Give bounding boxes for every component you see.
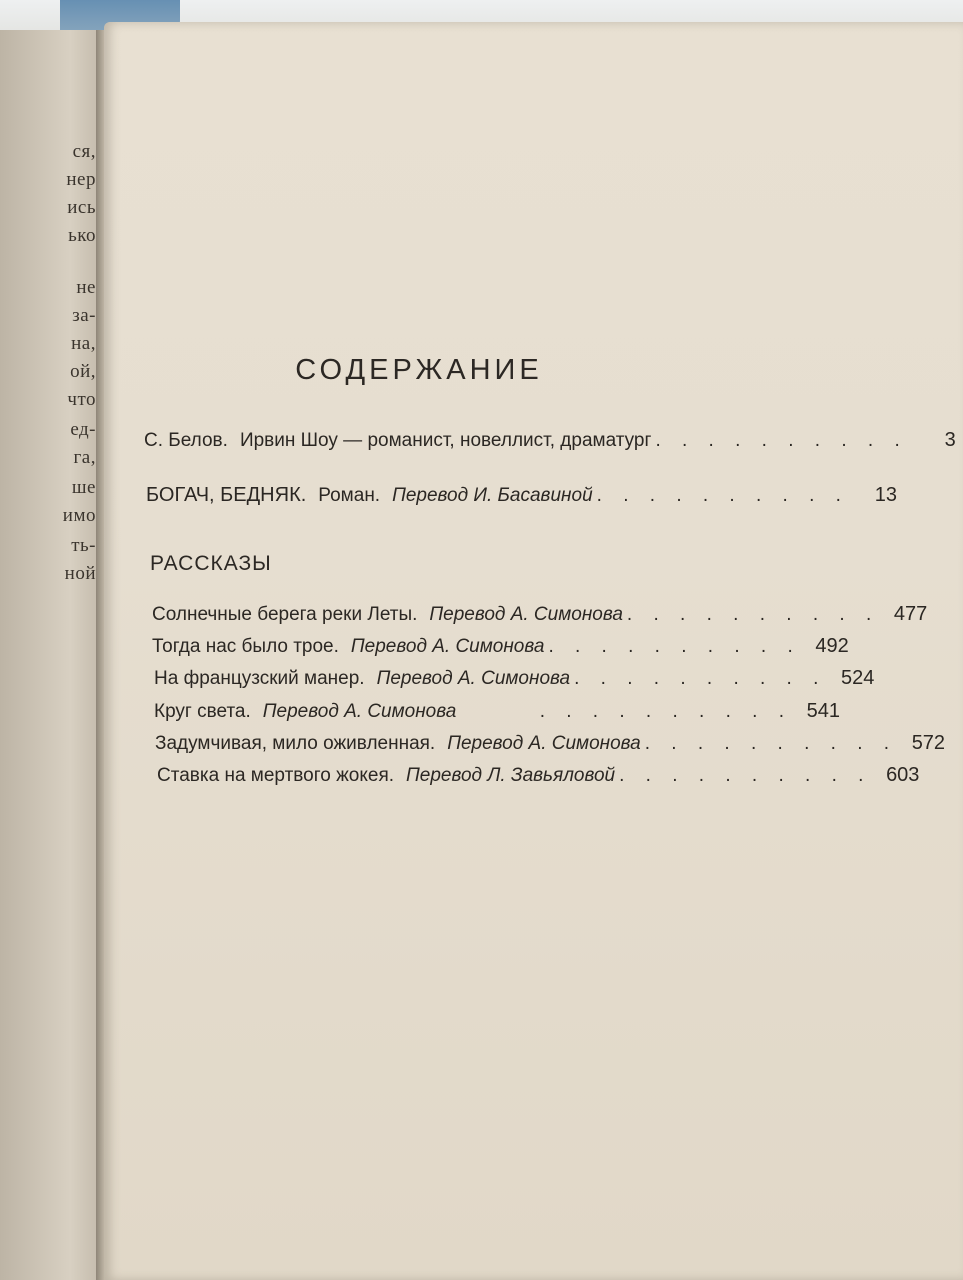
toc-entry-genre: Роман. [318, 485, 381, 506]
toc-entry-author: С. Белов. [144, 430, 228, 451]
toc-entry-title: Круг света. [154, 701, 251, 722]
toc-entry-translation: Перевод И. Басавиной [392, 485, 593, 506]
toc-entry-page: 572 [911, 732, 946, 754]
toc-entry-novel [146, 484, 897, 508]
toc-entry-intro [144, 429, 956, 453]
toc-entry-page: 603 [886, 764, 920, 786]
toc-entry-page: 3 [944, 429, 956, 451]
toc-entry-story [152, 635, 849, 659]
left-page-text-fragment: ись [67, 197, 96, 218]
toc-entry-page: 477 [893, 603, 928, 625]
left-page-text-fragment: ько [68, 225, 96, 246]
toc-entry-story [155, 732, 946, 756]
toc-entry-story [152, 603, 928, 627]
left-page-text-fragment: ой, [70, 361, 96, 382]
left-page-text-fragment: га, [73, 447, 96, 468]
left-page [0, 30, 100, 1280]
toc-entry-story [157, 764, 920, 788]
dot-leader: . . . . . . . . . . [626, 604, 880, 625]
dot-leader: . . . . . . . . . . [619, 765, 872, 786]
left-page-text-fragment: ть- [71, 535, 96, 556]
toc-entry-translation: Перевод А. Симонова [429, 604, 623, 625]
toc-entry-title: Ставка на мертвого жокея. [157, 765, 395, 786]
toc-entry-story [154, 700, 840, 724]
dot-leader: . . . . . . . . . . [574, 668, 827, 689]
dot-leader: . . . . . . . . . . [596, 485, 849, 506]
toc-entry-page: 492 [815, 635, 849, 657]
toc-entry-page: 524 [841, 667, 875, 689]
left-page-text-fragment: на, [71, 333, 96, 354]
toc-entry-title: БОГАЧ, БЕДНЯК. [146, 484, 307, 506]
toc-entry-title: На французский манер. [154, 668, 365, 689]
left-page-text-fragment: за- [72, 305, 96, 326]
toc-entry-title: Ирвин Шоу — романист, новеллист, драматург [239, 430, 652, 451]
left-page-text-fragment: что [67, 389, 96, 410]
toc-entry-translation: Перевод А. Симонова [376, 668, 571, 689]
toc-entry-page: 541 [806, 700, 840, 722]
toc-entry-title: Солнечные берега реки Леты. [152, 604, 418, 625]
toc-entry-translation: Перевод А. Симонова [447, 733, 641, 754]
toc-entry-title: Задумчивая, мило оживленная. [155, 733, 436, 754]
left-page-text-fragment: ед- [70, 419, 96, 440]
toc-entry-translation: Перевод А. Симонова [262, 701, 457, 722]
dot-leader: . . . . . . . . . . [655, 430, 908, 451]
toc-entry-translation: Перевод Л. Завьяловой [406, 765, 616, 786]
stories-heading: РАССКАЗЫ [150, 552, 272, 575]
toc-entry-story [154, 667, 875, 691]
left-page-text-fragment: ся, [72, 141, 96, 162]
toc-entry-page: 13 [874, 484, 897, 506]
dot-leader: . . . . . . . . . . [644, 733, 898, 754]
left-page-text-fragment: ше [71, 477, 96, 498]
left-page-text-fragment: нер [66, 169, 96, 190]
toc-entry-title: Тогда нас было трое. [152, 636, 339, 657]
left-page-text-fragment: имо [62, 505, 96, 526]
dot-leader: . . . . . . . . . . [548, 636, 801, 657]
contents-title: СОДЕРЖАНИЕ [295, 354, 543, 386]
left-page-text-fragment: не [76, 277, 96, 298]
toc-entry-translation: Перевод А. Симонова [350, 636, 545, 657]
left-page-text-fragment: ной [64, 563, 96, 584]
dot-leader: . . . . . . . . . . [539, 701, 792, 722]
